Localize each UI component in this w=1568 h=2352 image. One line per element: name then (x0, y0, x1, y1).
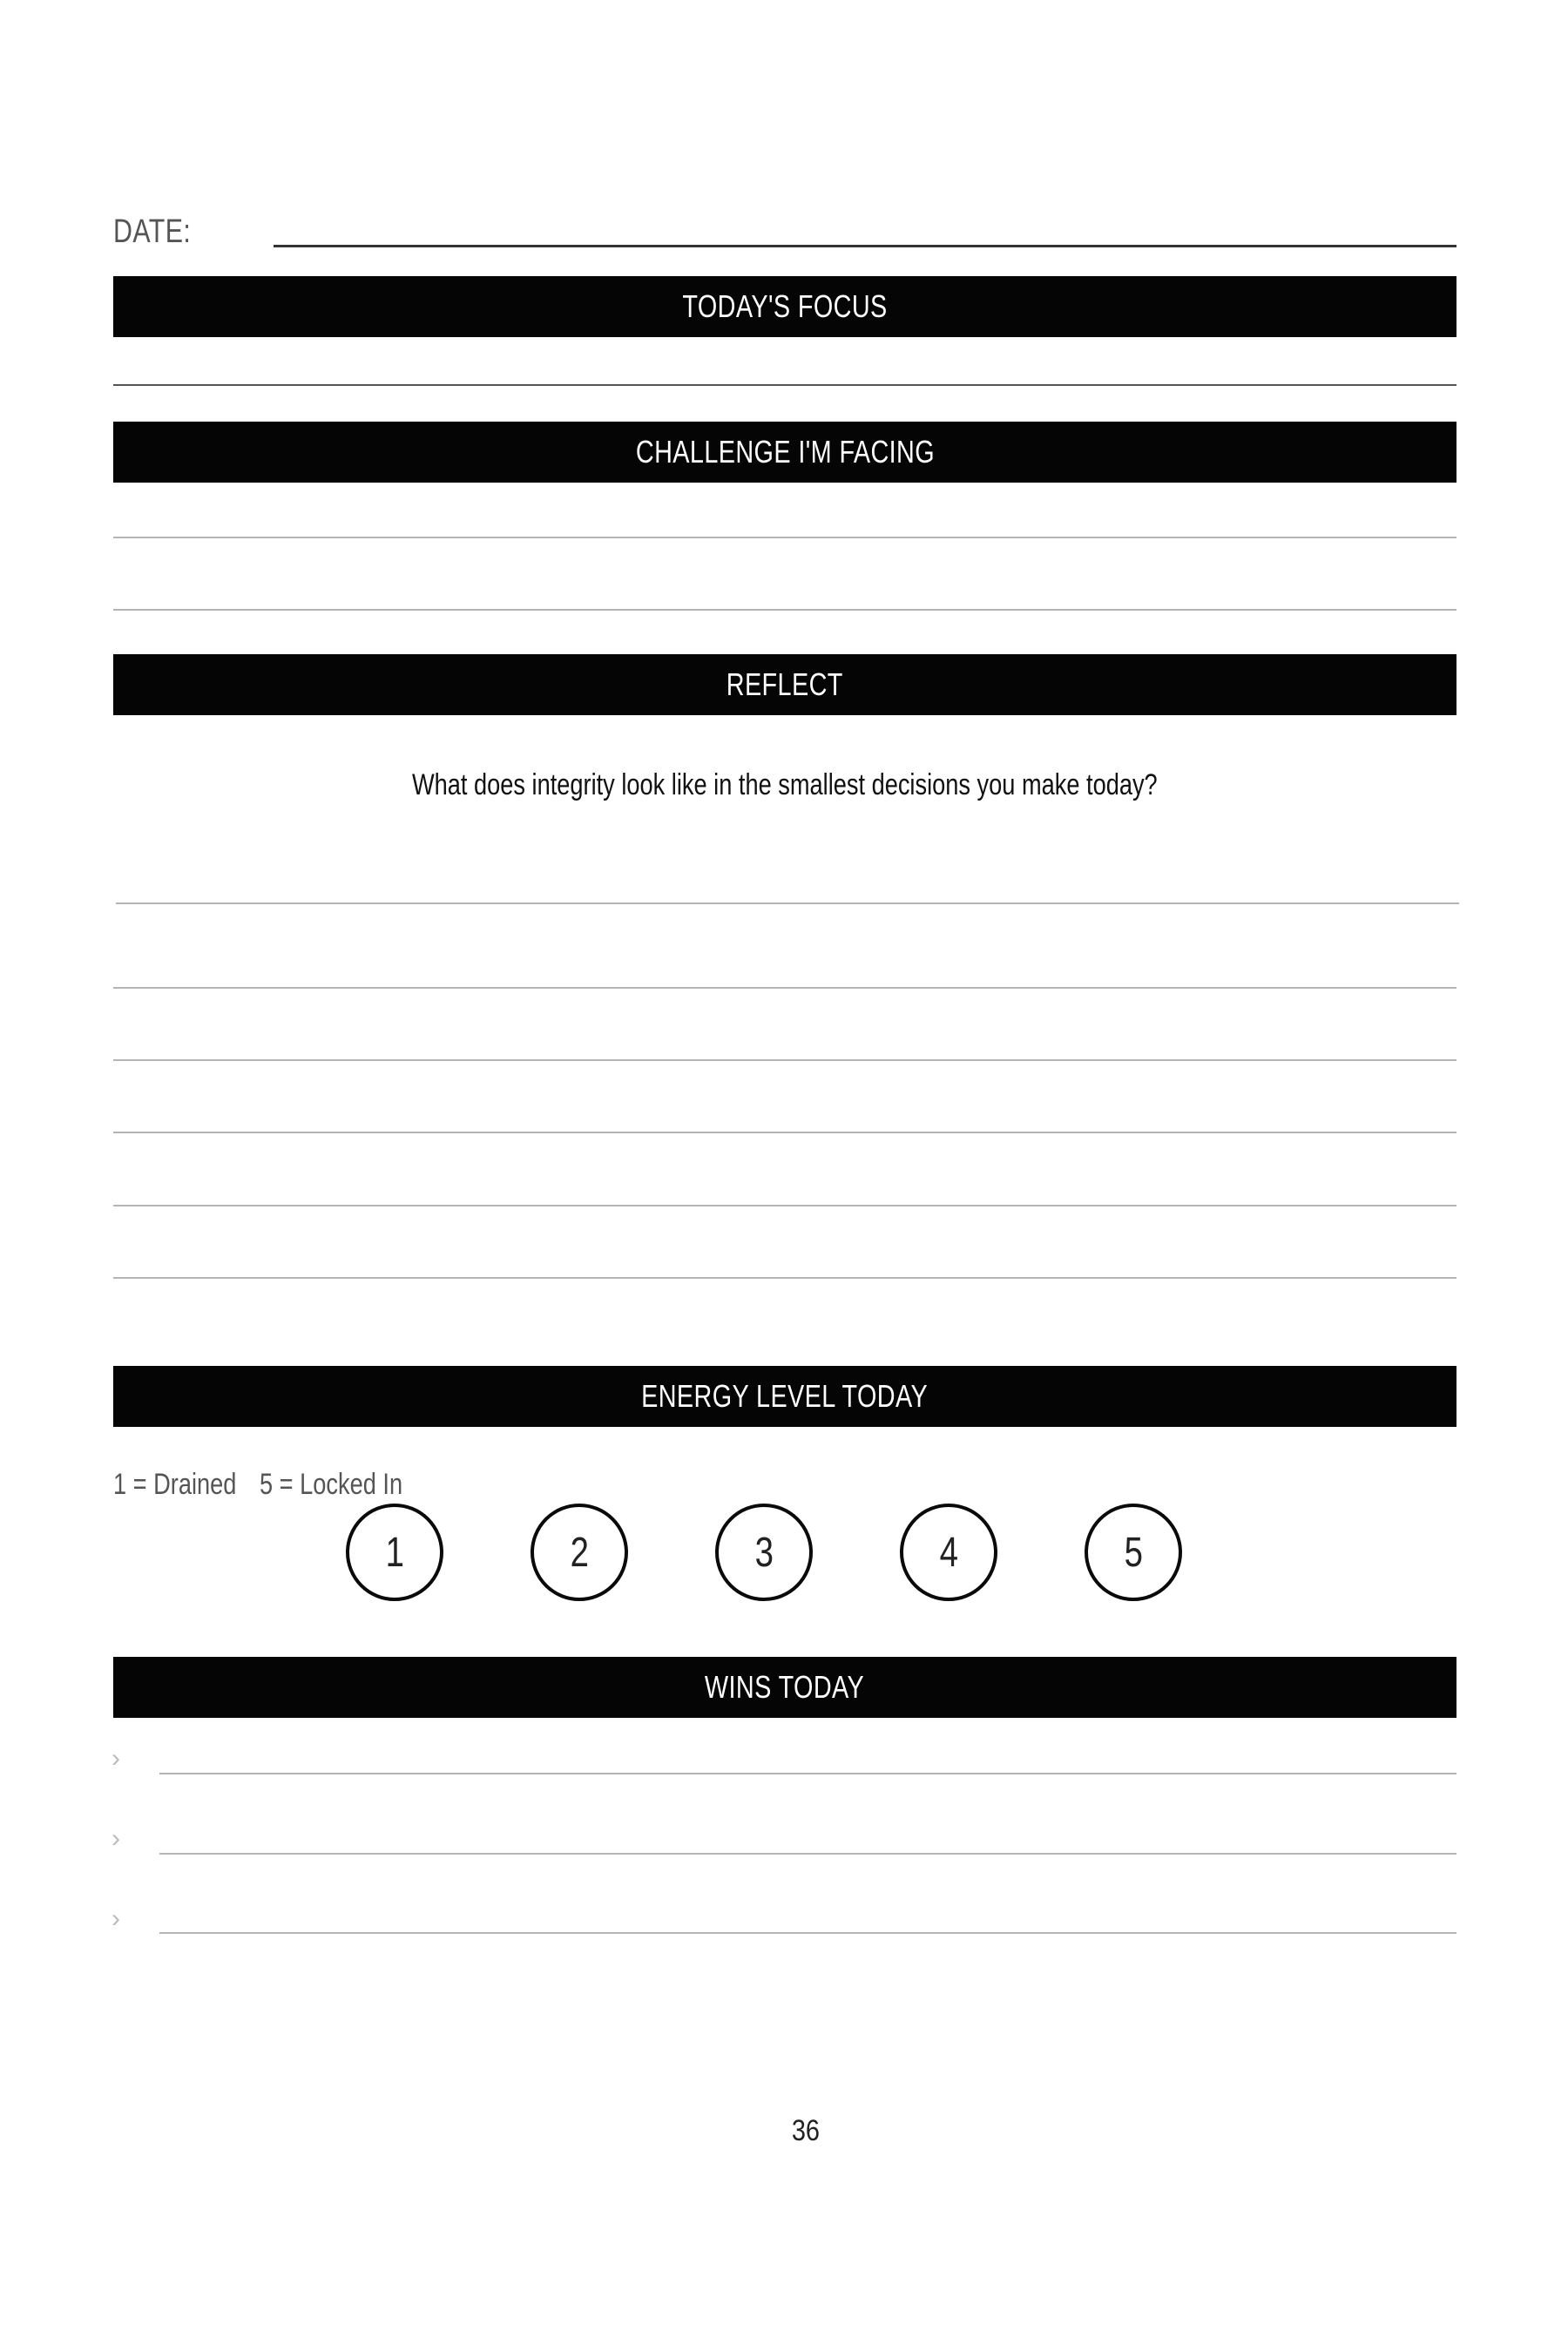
page-number-text: 36 (791, 2114, 821, 2147)
win-writing-line[interactable] (159, 1853, 1456, 1855)
reflect-writing-line[interactable] (113, 1277, 1456, 1279)
wins-title: WINS TODAY (705, 1669, 865, 1705)
section-header-focus (113, 276, 1456, 337)
win-writing-line[interactable] (159, 1932, 1456, 1934)
reflect-writing-line[interactable] (113, 1059, 1456, 1061)
challenge-writing-line[interactable] (113, 609, 1456, 611)
reflect-prompt-text: What does integrity look like in the smallest decisions you make today? (412, 768, 1158, 801)
chevron-right-icon: › (112, 1744, 120, 1773)
section-header-challenge (113, 422, 1456, 483)
focus-title: TODAY'S FOCUS (682, 288, 888, 324)
energy-scale-high: 5 = Locked In (260, 1468, 403, 1501)
date-input-line[interactable] (274, 245, 1456, 247)
energy-option-label: 5 (1124, 1529, 1143, 1576)
date-label: DATE: (113, 213, 192, 250)
energy-scale-low: 1 = Drained (113, 1468, 237, 1501)
section-header-wins (113, 1657, 1456, 1718)
section-header-reflect (113, 654, 1456, 715)
win-writing-line[interactable] (159, 1773, 1456, 1774)
focus-writing-line[interactable] (113, 384, 1456, 386)
reflect-writing-line[interactable] (113, 1132, 1456, 1133)
energy-option-label: 2 (570, 1529, 589, 1576)
reflect-prompt (113, 768, 1456, 802)
energy-option-4[interactable] (900, 1504, 997, 1601)
reflect-writing-line[interactable] (116, 902, 1459, 904)
energy-option-1[interactable] (346, 1504, 443, 1601)
energy-option-3[interactable] (715, 1504, 813, 1601)
chevron-right-icon: › (112, 1904, 120, 1933)
energy-option-2[interactable] (531, 1504, 628, 1601)
reflect-title: REFLECT (726, 666, 844, 702)
energy-option-5[interactable] (1085, 1504, 1182, 1601)
page-number (0, 2114, 1568, 2148)
reflect-writing-line[interactable] (113, 987, 1456, 989)
chevron-right-icon: › (112, 1824, 120, 1853)
section-header-energy (113, 1366, 1456, 1427)
energy-option-label: 1 (385, 1529, 404, 1576)
reflect-writing-line[interactable] (113, 1205, 1456, 1206)
energy-option-label: 3 (754, 1529, 774, 1576)
energy-title: ENERGY LEVEL TODAY (641, 1378, 929, 1414)
challenge-title: CHALLENGE I'M FACING (635, 434, 935, 470)
challenge-writing-line[interactable] (113, 537, 1456, 538)
energy-option-label: 4 (939, 1529, 958, 1576)
